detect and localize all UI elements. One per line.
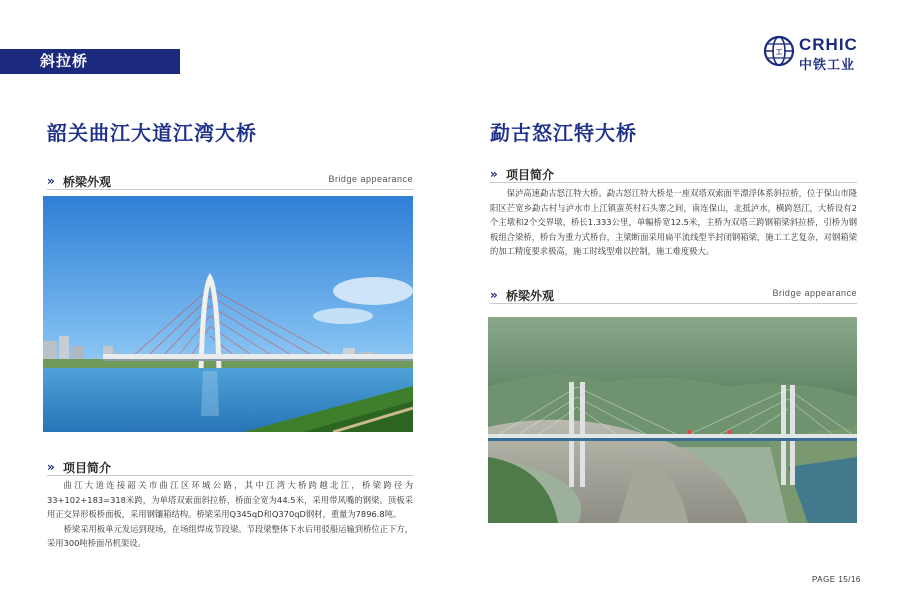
left-bridge-photo xyxy=(43,196,413,432)
double-chevron-icon: » xyxy=(47,460,52,474)
right-appearance-header xyxy=(490,286,857,304)
divider xyxy=(490,303,857,304)
double-chevron-icon: » xyxy=(490,167,495,181)
right-intro-text xyxy=(490,186,857,259)
right-intro-label: 项目简介 xyxy=(506,168,555,182)
divider xyxy=(47,475,413,476)
right-intro-header xyxy=(490,165,857,183)
left-intro-paragraph-1: 曲江大道连接韶关市曲江区环城公路，其中江湾大桥跨越北江，桥梁跨径为33+102+183=318米跨，为单塔双索面斜拉桥，桥面全宽为44.5米，采用带风嘴的钢梁。顶板采用正交异形板桥面板，采用钢镶箱结构。桥梁采用Q345qD和Q370qD钢材，重量为7896.8吨。 xyxy=(47,480,413,520)
divider xyxy=(47,189,413,190)
divider xyxy=(490,182,857,183)
double-chevron-icon: » xyxy=(490,288,495,302)
right-intro-paragraph: 保泸高速勐古怒江特大桥。勐古怒江特大桥是一座双塔双索面半漂浮体系斜拉桥，位于保山市隆阳区芒宽乡勐古村与泸水市上江镇蛮英村石头寨之间，南连保山，北抵泸水，横跨怒江，大桥设有2个主墩和2个交界墩，桥长1.333公里，单幅桥宽12.5米，主桥为双塔三跨钢箱梁斜拉桥，引桥为钢板组合梁桥，桥台为重力式桥台，主梁断面采用扁平流线型半封闭钢箱梁，施工工艺复杂，对钢箱梁的加工精度要求极高，施工时线型难以控制，施工难度极大。 xyxy=(490,188,857,257)
left-appearance-label: 桥梁外观 xyxy=(63,175,112,189)
double-chevron-icon: » xyxy=(47,174,52,188)
left-appearance-en: Bridge appearance xyxy=(328,174,413,184)
left-appearance-header xyxy=(47,172,413,190)
right-bridge-photo xyxy=(488,317,857,523)
logo-text-chinese: 中铁工业 xyxy=(799,58,856,73)
page-number: PAGE 15/16 xyxy=(812,575,861,584)
right-appearance-en: Bridge appearance xyxy=(772,288,857,298)
left-bridge-title: 韶关曲江大道江湾大桥 xyxy=(47,121,257,145)
left-intro-text xyxy=(47,478,413,551)
right-appearance-label: 桥梁外观 xyxy=(506,289,555,303)
left-intro-paragraph-2: 桥梁采用板单元发运到现场，在场组焊成节段梁。节段梁整体下水后用驳船运输到桥位正下方，采用300吨桥面吊机架设。 xyxy=(47,523,413,549)
company-logo xyxy=(763,32,883,72)
left-intro-header xyxy=(47,458,413,476)
right-bridge-title: 勐古怒江特大桥 xyxy=(490,121,637,145)
svg-text:工: 工 xyxy=(775,48,783,56)
section-tab: 斜拉桥 xyxy=(0,49,180,74)
left-intro-label: 项目简介 xyxy=(63,461,112,475)
globe-icon xyxy=(763,34,795,68)
logo-text-latin: CRHIC xyxy=(799,35,858,54)
